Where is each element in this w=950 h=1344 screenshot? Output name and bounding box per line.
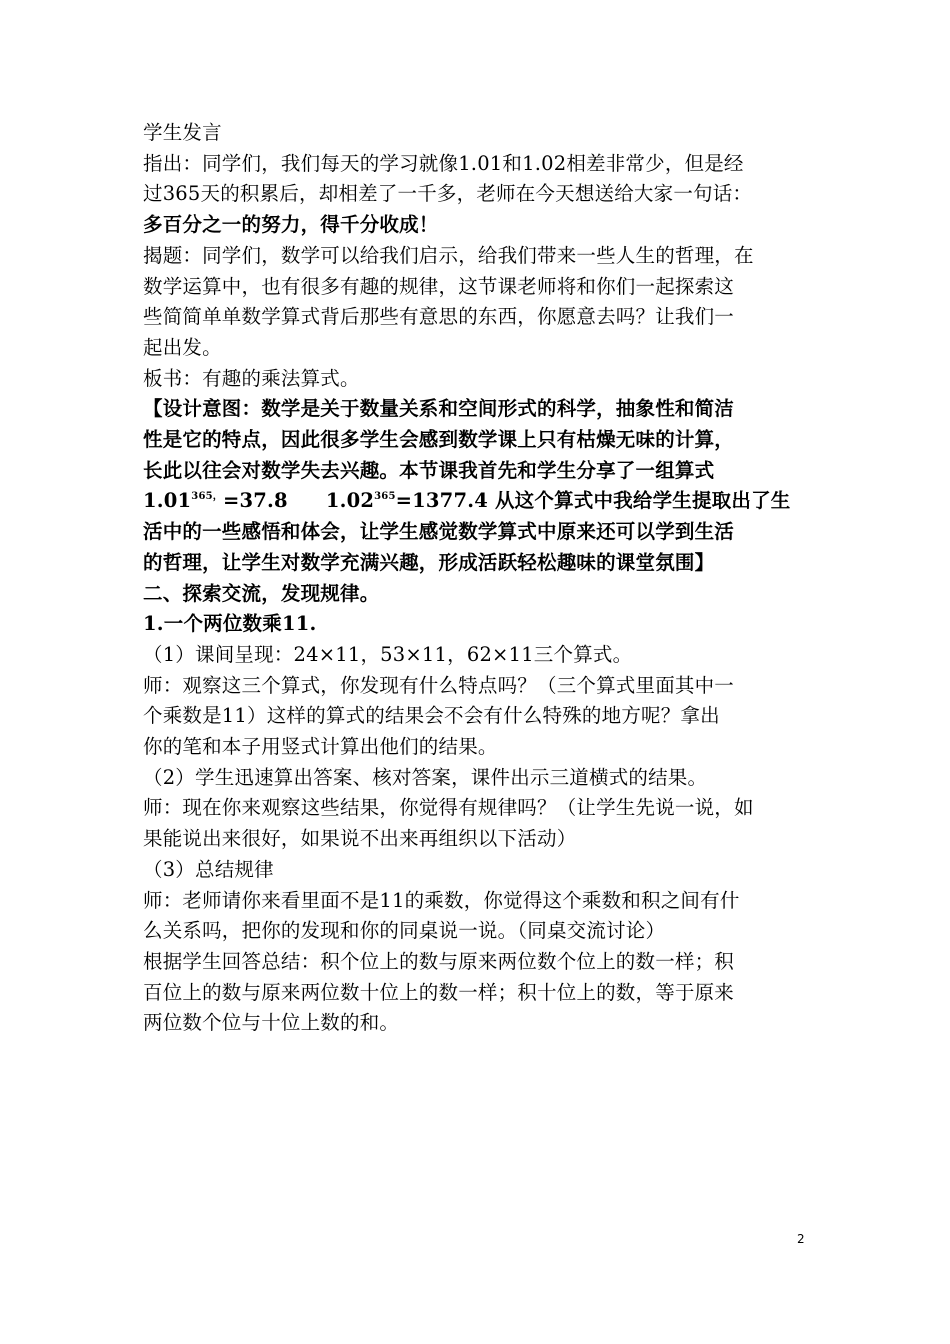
formula-1-exponent: 365， — [191, 491, 223, 503]
teacher-question-1-line-3: 你的笔和本子用竖式计算出他们的结果。 — [143, 735, 498, 759]
formula-1-base: 1.01 — [143, 489, 192, 513]
paragraph-point-out-line-2: 过365天的积累后，却相差了一千多，老师在今天想送给大家一句话： — [143, 182, 753, 206]
paragraph-point-out-line-1: 指出：同学们，我们每天的学习就像1.01和1.02相差非常少，但是经 — [143, 151, 744, 175]
step-1: （1）课间呈现：24×11，53×11，62×11三个算式。 — [143, 642, 633, 666]
formula-1-result: =37.8 — [222, 489, 288, 513]
teacher-question-3-line-2: 么关系吗，把你的发现和你的同桌说一说。（同桌交流讨论） — [143, 919, 666, 943]
section-2-heading: 二、探索交流，发现规律。 — [143, 581, 380, 605]
summary-line-2: 百位上的数与原来两位数十位上的数一样；积十位上的数，等于原来 — [143, 980, 735, 1004]
teacher-question-1-line-2: 个乘数是11）这样的算式的结果会不会有什么特殊的地方呢？拿出 — [143, 704, 720, 728]
teacher-question-1-line-1: 师：观察这三个算式，你发现有什么特点吗？（三个算式里面其中一 — [143, 673, 735, 697]
summary-line-1: 根据学生回答总结：积个位上的数与原来两位数个位上的数一样；积 — [143, 949, 735, 973]
paragraph-reveal-topic-line-3: 些简简单单数学算式背后那些有意思的东西，你愿意去吗？让我们一 — [143, 305, 735, 329]
paragraph-reveal-topic-line-2: 数学运算中，也有很多有趣的规律，这节课老师将和你们一起探索这 — [143, 274, 735, 298]
summary-line-3: 两位数个位与十位上数的和。 — [143, 1011, 400, 1035]
formula-2-exponent: 365 — [374, 491, 396, 503]
formula-2-base: 1.02 — [325, 489, 375, 513]
motto-bold: 多百分之一的努力，得千分收成！ — [143, 213, 439, 237]
design-intent-line-4-tail: 从这个算式中我给学生提取出了生 — [494, 489, 791, 513]
teacher-question-3-line-1: 师：老师请你来看里面不是11的乘数，你觉得这个乘数和积之间有什 — [143, 888, 740, 912]
design-intent-line-3: 长此以往会对数学失去兴趣。本节课我首先和学生分享了一组算式 — [143, 458, 715, 482]
paragraph-reveal-topic-line-4: 起出发。 — [143, 335, 222, 359]
step-3: （3）总结规律 — [143, 857, 274, 881]
design-intent-line-6: 的哲理，让学生对数学充满兴趣，形成活跃轻松趣味的课堂氛围】 — [143, 550, 715, 574]
page-number: 2 — [797, 1232, 805, 1246]
step-2: （2）学生迅速算出答案、核对答案，课件出示三道横式的结果。 — [143, 765, 708, 789]
paragraph-reveal-topic-line-1: 揭题：同学们，数学可以给我们启示，给我们带来一些人生的哲理，在 — [143, 243, 754, 267]
formula-2-result: =1377.4 — [395, 489, 488, 513]
design-intent-line-4 — [143, 486, 813, 517]
teacher-question-2-line-1: 师：现在你来观察这些结果，你觉得有规律吗？（让学生先说一说，如 — [143, 796, 754, 820]
design-intent-line-5: 活中的一些感悟和体会，让学生感觉数学算式中原来还可以学到生活 — [143, 520, 735, 544]
design-intent-line-2: 性是它的特点，因此很多学生会感到数学课上只有枯燥无味的计算， — [143, 428, 735, 452]
paragraph-board-writing: 板书：有趣的乘法算式。 — [143, 366, 360, 390]
page-body — [143, 118, 813, 1039]
design-intent-line-1: 【设计意图：数学是关于数量关系和空间形式的科学，抽象性和简洁 — [143, 397, 735, 421]
paragraph-student-speaking: 学生发言 — [143, 121, 222, 144]
teacher-question-2-line-2: 果能说出来很好，如果说不出来再组织以下活动） — [143, 827, 577, 851]
subsection-1-heading: 1.一个两位数乘11. — [143, 612, 317, 636]
